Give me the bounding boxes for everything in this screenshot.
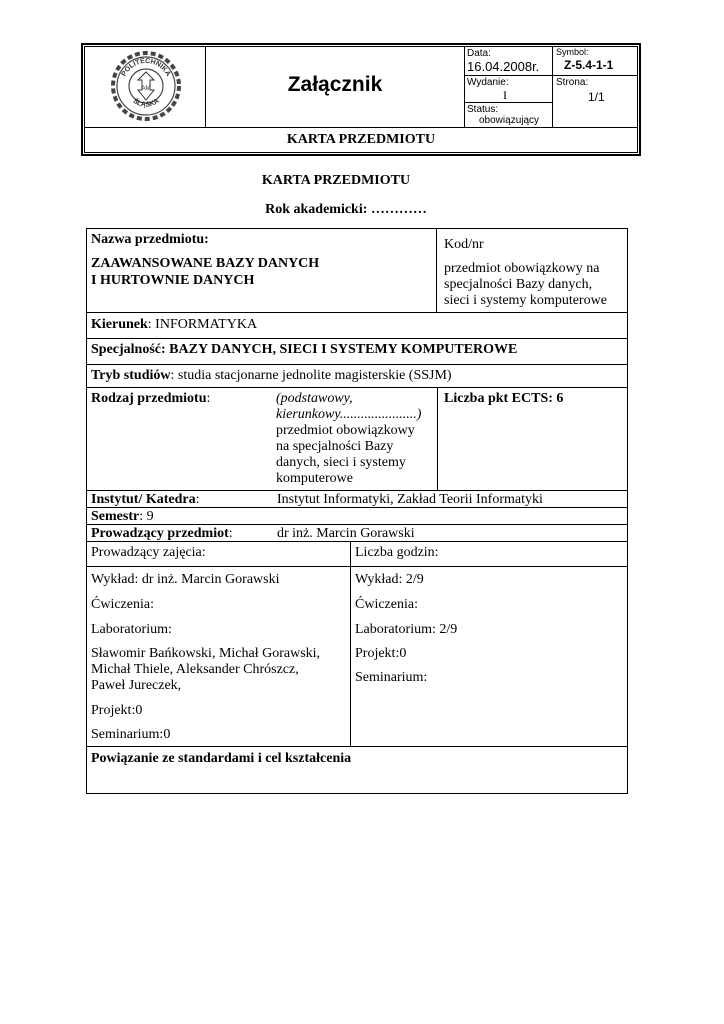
- row-rule: [86, 364, 628, 365]
- lab-people-3: Paweł Jureczek,: [91, 678, 182, 693]
- project-instructor: Projekt:0: [91, 703, 143, 718]
- course-lead-label: Prowadzący przedmiot: [91, 526, 229, 541]
- academic-year: Rok akademicki: …………: [265, 202, 427, 217]
- lab-instructor-label: Laboratorium:: [91, 622, 172, 637]
- hours-label: Liczba godzin:: [355, 545, 439, 560]
- course-code-desc-1: przedmiot obowiązkowy na: [444, 261, 600, 276]
- header-band-title: KARTA PRZEDMIOTU: [286, 132, 436, 147]
- course-lead-colon: :: [228, 526, 233, 541]
- lab-people-2: Michał Thiele, Aleksander Chrószcz,: [91, 662, 299, 677]
- edition-label: Wydanie:: [467, 77, 509, 88]
- lecture-instructor: Wykład: dr inż. Marcin Gorawski: [91, 572, 280, 587]
- course-lead: [91, 525, 233, 542]
- header-meta-line-2: [464, 102, 552, 103]
- course-type-colon: :: [206, 391, 211, 406]
- header-band-line: [84, 127, 638, 128]
- gear-seal-icon: [110, 50, 182, 122]
- course-type-hint-2: kierunkowy......................): [276, 407, 422, 422]
- field-of-study-label: Kierunek: [91, 317, 148, 332]
- study-mode-label: Tryb studiów: [91, 368, 171, 383]
- course-name-line-1: ZAAWANSOWANE BAZY DANYCH: [91, 256, 320, 271]
- ects-points: Liczba pkt ECTS: 6: [444, 391, 564, 406]
- row-rule: [86, 312, 628, 313]
- page-value: 1/1: [588, 90, 605, 104]
- course-type-value-2: na specjalności Bazy: [276, 439, 394, 454]
- page-label: Strona:: [556, 77, 589, 88]
- course-name-line-2: I HURTOWNIE DANYCH: [91, 273, 255, 288]
- svg-text:AM: AM: [141, 86, 151, 92]
- header-divider-meta: [552, 46, 553, 127]
- course-code-desc-2: specjalności Bazy danych,: [444, 277, 593, 292]
- course-type: [91, 390, 210, 407]
- status-label: Status:: [467, 104, 499, 115]
- institute-colon: :: [195, 492, 200, 507]
- edition-value: I: [503, 88, 507, 102]
- study-mode: [91, 367, 452, 384]
- svg-text:ŚLĄSKA: ŚLĄSKA: [131, 97, 161, 109]
- date-value: 16.04.2008r.: [467, 59, 540, 74]
- course-type-label: Rodzaj przedmiotu: [91, 391, 207, 406]
- course-name-label: Nazwa przedmiotu:: [91, 232, 209, 247]
- course-type-value-4: komputerowe: [276, 471, 353, 486]
- institute-value: Instytut Informatyki, Zakład Teorii Informatyki: [277, 492, 543, 507]
- row-rule: [86, 541, 272, 542]
- col-rule: [350, 541, 351, 746]
- semester: [91, 508, 154, 525]
- col-rule: [437, 387, 438, 490]
- university-logo: [110, 50, 182, 122]
- row-rule: [86, 387, 628, 388]
- course-type-hint-1: (podstawowy,: [276, 391, 353, 406]
- course-code-desc-3: sieci i systemy komputerowe: [444, 293, 607, 308]
- symbol-value: Z-5.4-1-1: [564, 58, 614, 72]
- header-divider-title: [464, 46, 465, 127]
- field-of-study-value: : INFORMATYKA: [147, 317, 258, 332]
- attachment-title: Załącznik: [287, 73, 383, 96]
- semester-value: : 9: [139, 509, 154, 524]
- institute: [91, 491, 200, 508]
- seminar-instructor: Seminarium:0: [91, 727, 171, 742]
- exercises-instructor: Ćwiczenia:: [91, 597, 154, 612]
- semester-label: Semestr: [91, 509, 140, 524]
- standards-and-goals: Powiązanie ze standardami i cel kształcenia: [91, 751, 352, 766]
- seminar-hours: Seminarium:: [355, 670, 428, 685]
- row-rule: [86, 338, 628, 339]
- course-type-value-3: danych, sieci i systemy: [276, 455, 406, 470]
- date-label: Data:: [467, 48, 491, 59]
- study-mode-value: : studia stacjonarne jednolite magisterskie (SSJM): [170, 368, 452, 383]
- header-meta-line-1: [464, 75, 638, 76]
- course-code-label: Kod/nr: [444, 237, 484, 252]
- col-rule: [436, 228, 437, 312]
- row-rule: [86, 746, 628, 747]
- course-lead-value: dr inż. Marcin Gorawski: [277, 526, 415, 541]
- specialization: Specjalność: BAZY DANYCH, SIECI I SYSTEMY KOMPUTEROWE: [91, 342, 518, 357]
- svg-text:POLITECHNIKA: POLITECHNIKA: [120, 57, 172, 78]
- doc-title: KARTA PRZEDMIOTU: [261, 173, 411, 188]
- exercises-hours: Ćwiczenia:: [355, 597, 418, 612]
- lab-hours: Laboratorium: 2/9: [355, 622, 458, 637]
- field-of-study: [91, 316, 257, 333]
- symbol-label: Symbol:: [556, 47, 589, 57]
- row-rule: [86, 566, 628, 567]
- course-type-value-1: przedmiot obowiązkowy: [276, 423, 415, 438]
- status-value: obowiązujący: [479, 115, 540, 126]
- institute-label: Instytut/ Katedra: [91, 492, 196, 507]
- project-hours: Projekt:0: [355, 646, 407, 661]
- lecture-hours: Wykład: 2/9: [355, 572, 424, 587]
- instructors-label: Prowadzący zajęcia:: [91, 545, 206, 560]
- lab-people-1: Sławomir Bańkowski, Michał Gorawski,: [91, 646, 321, 661]
